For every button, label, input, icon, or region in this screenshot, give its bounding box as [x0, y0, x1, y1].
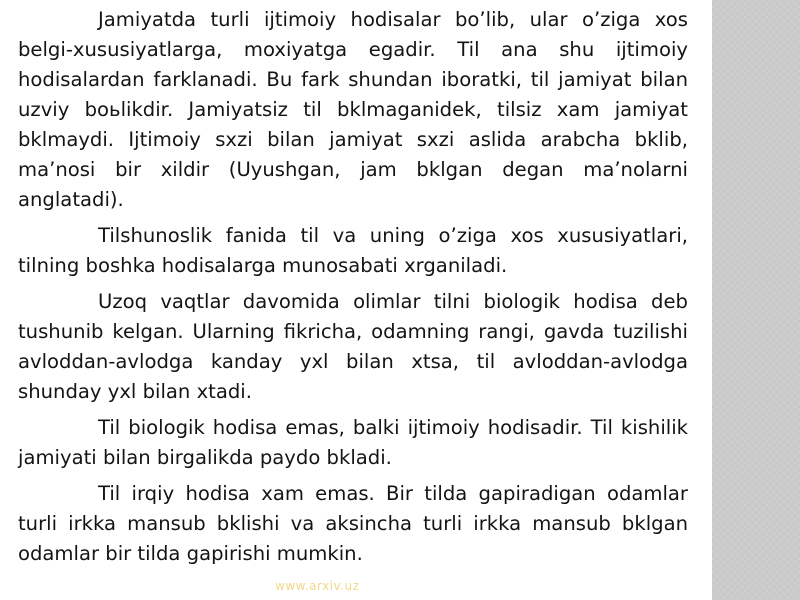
paragraph-3: Uzoq vaqtlar davomida olimlar tilni biologik hodisa deb tushunib kelgan. Ularning fikricha, odamning rangi, gavda tuzilishi avloddan-avlodga kanday yxl bilan xtsa, til avloddan-avlodga shunday yxl bilan xtadi.: [18, 290, 688, 403]
paragraph-2: Tilshunoslik fanida til va uning o’ziga xos xususiyatlari, tilning boshka hodisalarga munosabati xrganiladi.: [18, 224, 688, 277]
watermark-text: www.arxiv.uz: [275, 579, 360, 593]
paragraph-1: Jamiyatda turli ijtimoiy hodisalar bo’lib, ular o’ziga xos belgi-xususiyatlarga, moxiyatga egadir. Til ana shu ijtimoiy hodisalardan farklanadi. Bu fark shundan iboratki, til jamiyat bilan uzviy boьlikdir. Jamiyatsiz til bklmaganidek, tilsiz xam jamiyat bklmaydi. Ijtimoiy sxzi bilan jamiyat sxzi aslida arabcha bklib, ma’nosi bir xildir (Uyushgan, jam bklgan degan ma’nolarni anglatadi).: [18, 8, 688, 211]
decorative-side-band: [712, 0, 800, 600]
paragraph-5: Til irqiy hodisa xam emas. Bir tilda gapiradigan odamlar turli irkka mansub bklishi va aksincha turli irkka mansub bklgan odamlar bir tilda gapirishi mumkin.: [18, 482, 688, 565]
paragraph-4: Til biologik hodisa emas, balki ijtimoiy hodisadir. Til kishilik jamiyati bilan birgalikda paydo bkladi.: [18, 416, 688, 469]
slide-text-body: [18, 5, 688, 569]
